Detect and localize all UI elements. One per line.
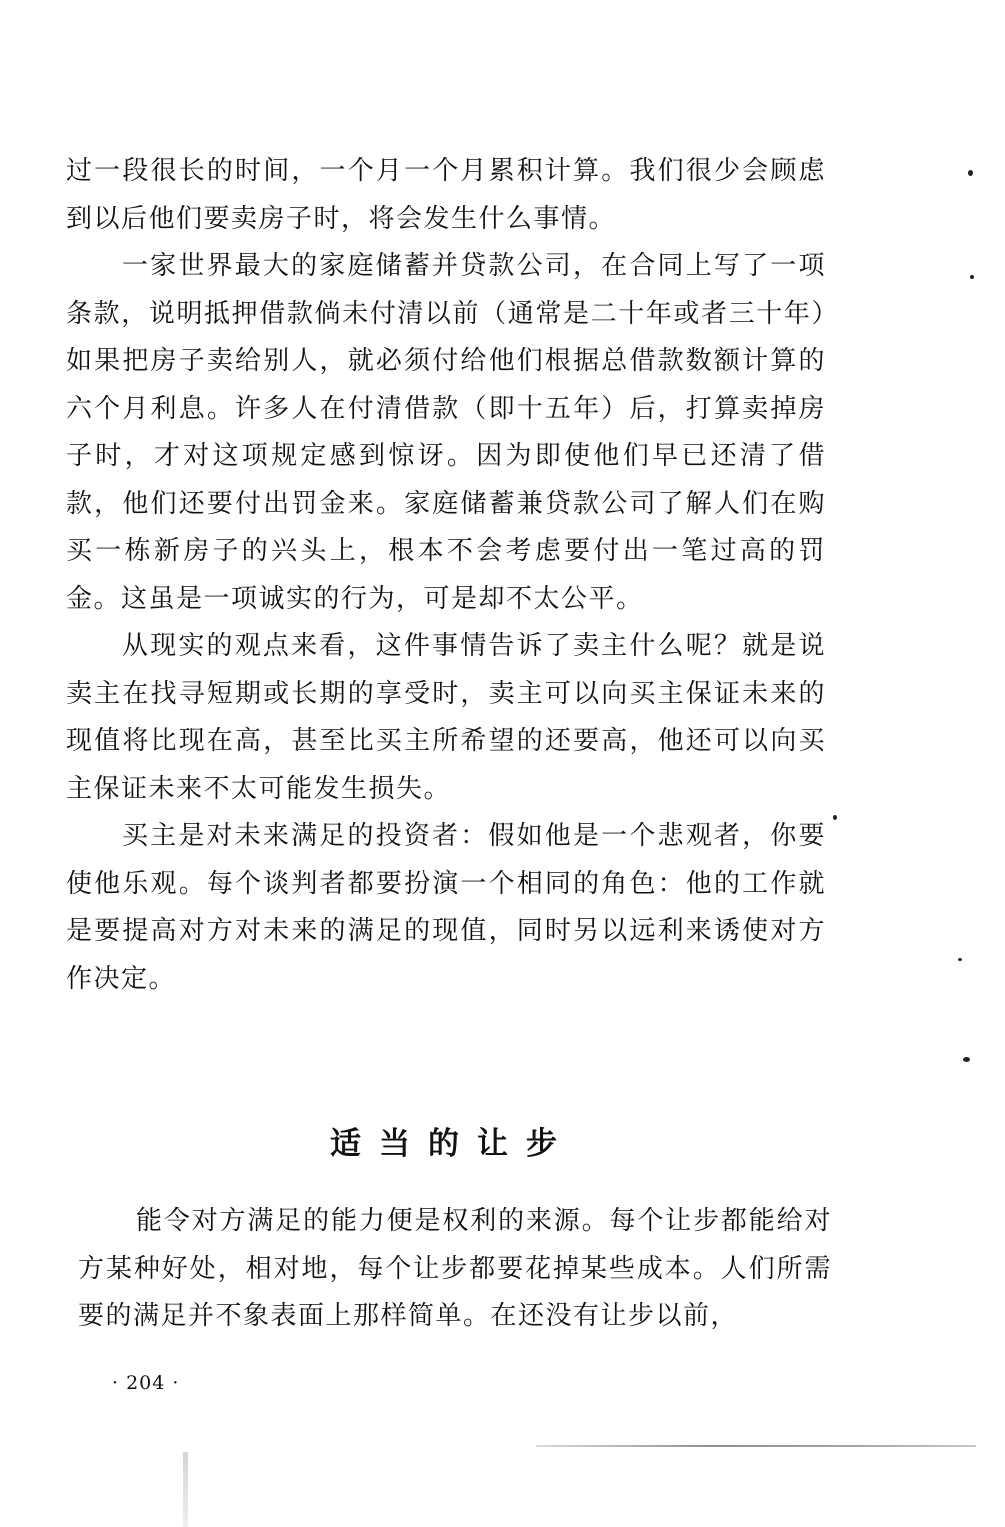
page-number: · 204 ·: [112, 1372, 180, 1394]
section-heading: 适当的让步: [330, 1126, 575, 1162]
scan-speck: [963, 1057, 970, 1062]
paragraph-3: 从现实的观点来看，这件事情告诉了卖主什么呢？就是说卖主在找寻短期或长期的享受时，卖主可以向买主保证未来的现值将比现在高，甚至比买主所希望的还要高，他还可以向买主保证未来不太可能发生损失。: [66, 631, 826, 804]
scan-speck: [833, 815, 837, 820]
scan-speck: [968, 170, 973, 176]
body-text-bottom: [78, 1198, 832, 1341]
paragraph-5: 能令对方满足的能力便是权利的来源。每个让步都能给对方某种好处，相对地，每个让步都要花掉某些成本。人们所需要的满足并不象表面上那样简单。在还没有让步以前，: [78, 1206, 832, 1331]
paragraph-4: 买主是对未来满足的投资者：假如他是一个悲观者，你要使他乐观。每个谈判者都要扮演一个相同的角色：他的工作就是要提高对方对未来的满足的现值，同时另以远利来诱使对方作决定。: [66, 821, 826, 994]
scan-speck: [970, 275, 974, 279]
paragraph-2: 一家世界最大的家庭储蓄并贷款公司，在合同上写了一项条款，说明抵押借款倘未付清以前（通常是二十年或者三十年）如果把房子卖给别人，就必须付给他们根据总借款数额计算的六个月利息。许多人在付清借款（即十五年）后，打算卖掉房子时，才对这项规定感到惊讶。因为即使他们早已还清了借款，他们还要付出罚金来。家庭储蓄兼贷款公司了解人们在购买一栋新房子的兴头上，根本不会考虑要付出一笔过高的罚金。这虽是一项诚实的行为，可是却不太公平。: [66, 251, 826, 614]
paragraph-1: 过一段很长的时间，一个月一个月累积计算。我们很少会顾虑到以后他们要卖房子时，将会发生什么事情。: [66, 156, 826, 234]
scan-edge: [183, 1452, 188, 1527]
scan-line: [536, 1445, 976, 1447]
scan-speck: [958, 958, 962, 961]
body-text-top: [66, 148, 826, 1003]
